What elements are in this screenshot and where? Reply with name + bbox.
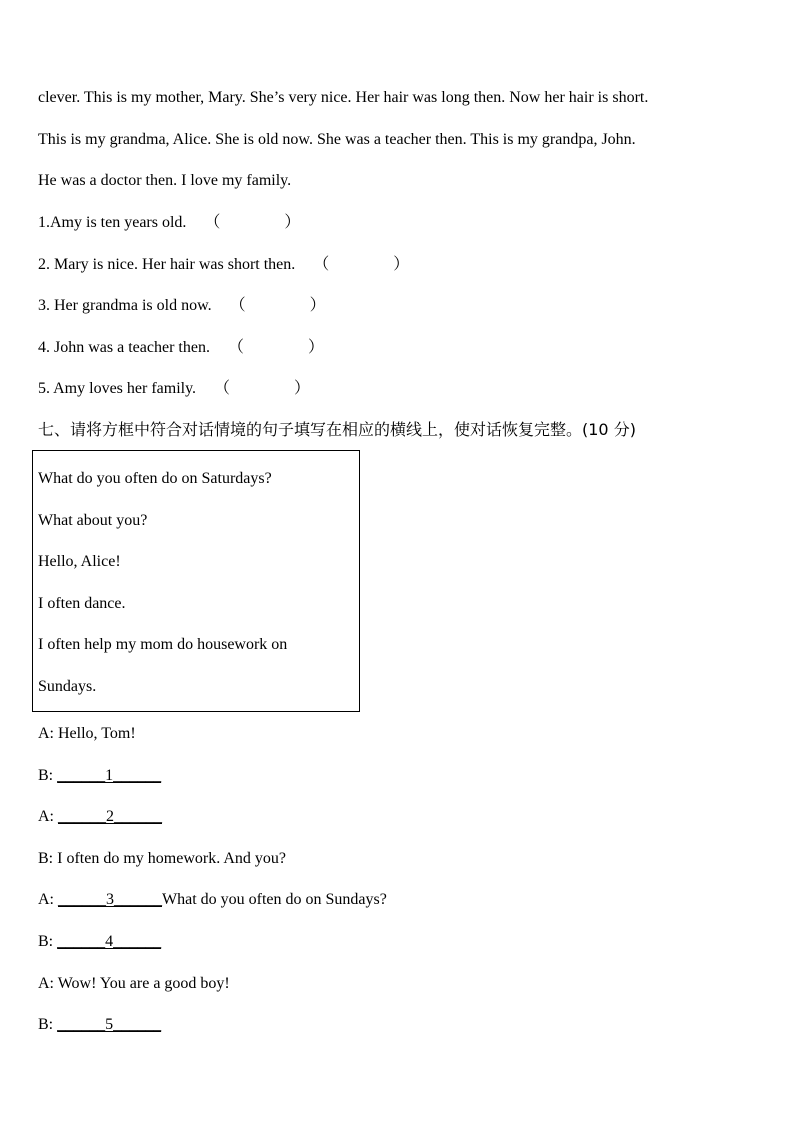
judgment-text: 5. Amy loves her family.	[38, 380, 197, 397]
dialogue-text: Hello, Tom!	[58, 725, 136, 742]
answer-blank-2[interactable]: ______2______	[58, 808, 162, 825]
option-6: Sundays.	[38, 678, 97, 695]
passage-line-2: This is my grandma, Alice. She is old now. She was a teacher then. This is my grandpa, John.	[38, 131, 636, 148]
dialogue-text: What do you often do on Sundays?	[162, 891, 387, 908]
speaker: B:	[38, 1016, 58, 1033]
speaker: B:	[38, 933, 58, 950]
speaker: B:	[38, 850, 58, 867]
answer-paren[interactable]: （ ）	[229, 297, 326, 314]
dialogue-line-5	[38, 890, 387, 910]
answer-blank-5[interactable]: ______5______	[57, 1016, 162, 1033]
dialogue-line-6	[38, 932, 161, 952]
judgment-item-3	[38, 296, 326, 316]
judgment-text: 2. Mary is nice. Her hair was short then.	[38, 256, 296, 273]
option-2: What about you?	[38, 512, 148, 529]
answer-paren[interactable]: （ ）	[227, 339, 324, 356]
dialogue-line-1	[38, 724, 136, 744]
speaker: A:	[38, 808, 58, 825]
answer-blank-3[interactable]: ______3______	[58, 891, 162, 908]
option-4: I often dance.	[38, 595, 126, 612]
answer-paren[interactable]: （ ）	[214, 380, 311, 397]
judgment-item-4	[38, 338, 324, 358]
judgment-text: 3. Her grandma is old now.	[38, 297, 212, 314]
answer-blank-4[interactable]: ______4______	[57, 933, 162, 950]
dialogue-line-8	[38, 1015, 161, 1035]
passage-line-3: He was a doctor then. I love my family.	[38, 172, 292, 189]
judgment-text: 1.Amy is ten years old.	[38, 214, 187, 231]
judgment-item-2	[38, 255, 409, 275]
section-7-heading: 七、请将方框中符合对话情境的句子填写在相应的横线上，使对话恢复完整。(10 分)	[38, 420, 636, 439]
judgment-item-1	[38, 213, 300, 233]
dialogue-line-2	[38, 766, 161, 786]
judgment-text: 4. John was a teacher then.	[38, 339, 210, 356]
option-3: Hello, Alice!	[38, 553, 121, 570]
speaker: A:	[38, 725, 58, 742]
option-box	[32, 450, 360, 712]
option-5: I often help my mom do housework on	[38, 636, 288, 653]
answer-paren[interactable]: （ ）	[313, 256, 410, 273]
judgment-item-5	[38, 379, 310, 399]
dialogue-text: Wow! You are a good boy!	[57, 975, 230, 992]
dialogue-line-3	[38, 807, 162, 827]
option-1: What do you often do on Saturdays?	[38, 470, 272, 487]
dialogue-line-7	[38, 974, 230, 994]
speaker: A:	[38, 975, 58, 992]
dialogue-text: I often do my homework. And you?	[57, 850, 286, 867]
passage-line-1: clever. This is my mother, Mary. She’s very nice. Her hair was long then. Now her hair is short.	[38, 89, 649, 106]
speaker: A:	[38, 891, 58, 908]
dialogue-line-4	[38, 849, 286, 869]
speaker: B:	[38, 767, 58, 784]
answer-paren[interactable]: （ ）	[204, 214, 301, 231]
answer-blank-1[interactable]: ______1______	[57, 767, 162, 784]
